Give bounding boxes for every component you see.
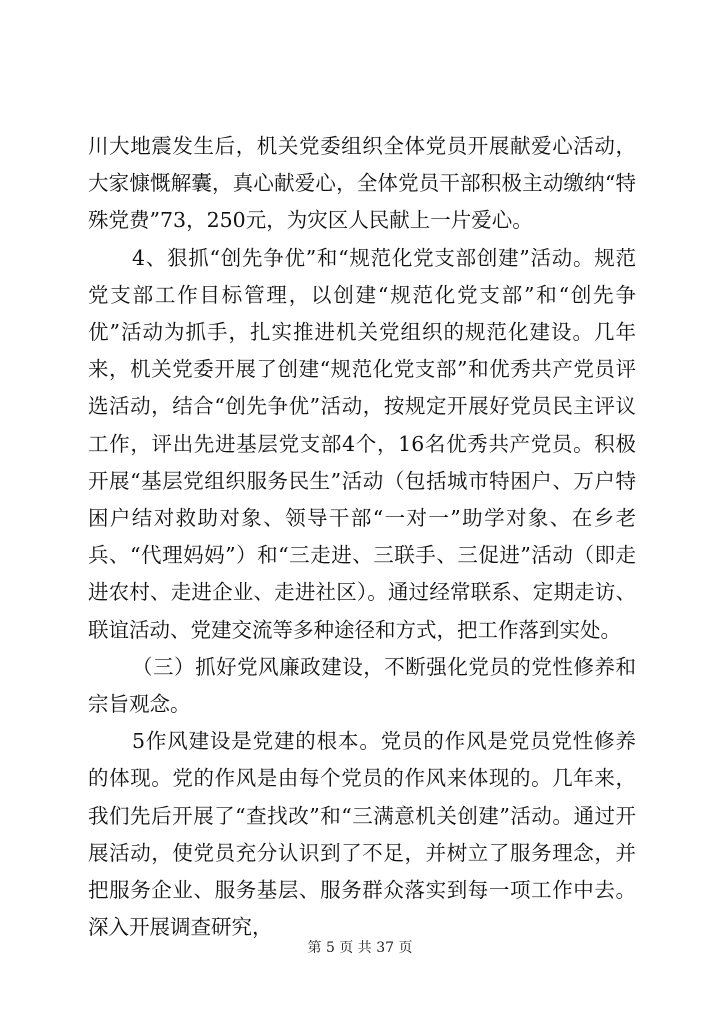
- paragraph-3: （三）抓好党风廉政建设，不断强化党员的党性修养和宗旨观念。: [88, 654, 636, 717]
- page-number-footer: 第 5 页 共 37 页: [307, 940, 413, 956]
- paragraph-2: 4、狠抓“创先争优”和“规范化党支部创建”活动。规范党支部工作目标管理，以创建“规范化党支部”和“创先争优”活动为抓手，扎实推进机关党组织的规范化建设。几年来，机关党委开展了创建“规范化党支部”和优秀共产党员评选活动，结合“创先争优”活动，按规定开展好党员民主评议工作，评出先进基层党支部4个，16名优秀共产党员。积极开展“基层党组织服务民生”活动（包括城市特困户、万户特困户结对救助对象、领导干部“一对一”助学对象、在乡老兵、“代理妈妈”）和“三走进、三联手、三促进”活动（即走进农村、走进企业、走进社区）。通过经常联系、定期走访、联谊活动、党建交流等多种途径和方式，把工作落到实处。: [88, 245, 636, 642]
- paragraph-4: 5作风建设是党建的根本。党员的作风是党员党性修养的体现。党的作风是由每个党员的作风来体现的。几年来，我们先后开展了“查找改”和“三满意机关创建”活动。通过开展活动，使党员充分认识到了不足，并树立了服务理念，并把服务企业、服务基层、服务群众落实到每一项工作中去。深入开展调查研究，: [88, 729, 636, 940]
- paragraph-1: 川大地震发生后，机关党委组织全体党员开展献爱心活动，大家慷慨解囊，真心献爱心，全体党员干部积极主动缴纳“特殊党费”73，250元，为灾区人民献上一片爱心。: [88, 134, 636, 233]
- document-body: [88, 128, 636, 946]
